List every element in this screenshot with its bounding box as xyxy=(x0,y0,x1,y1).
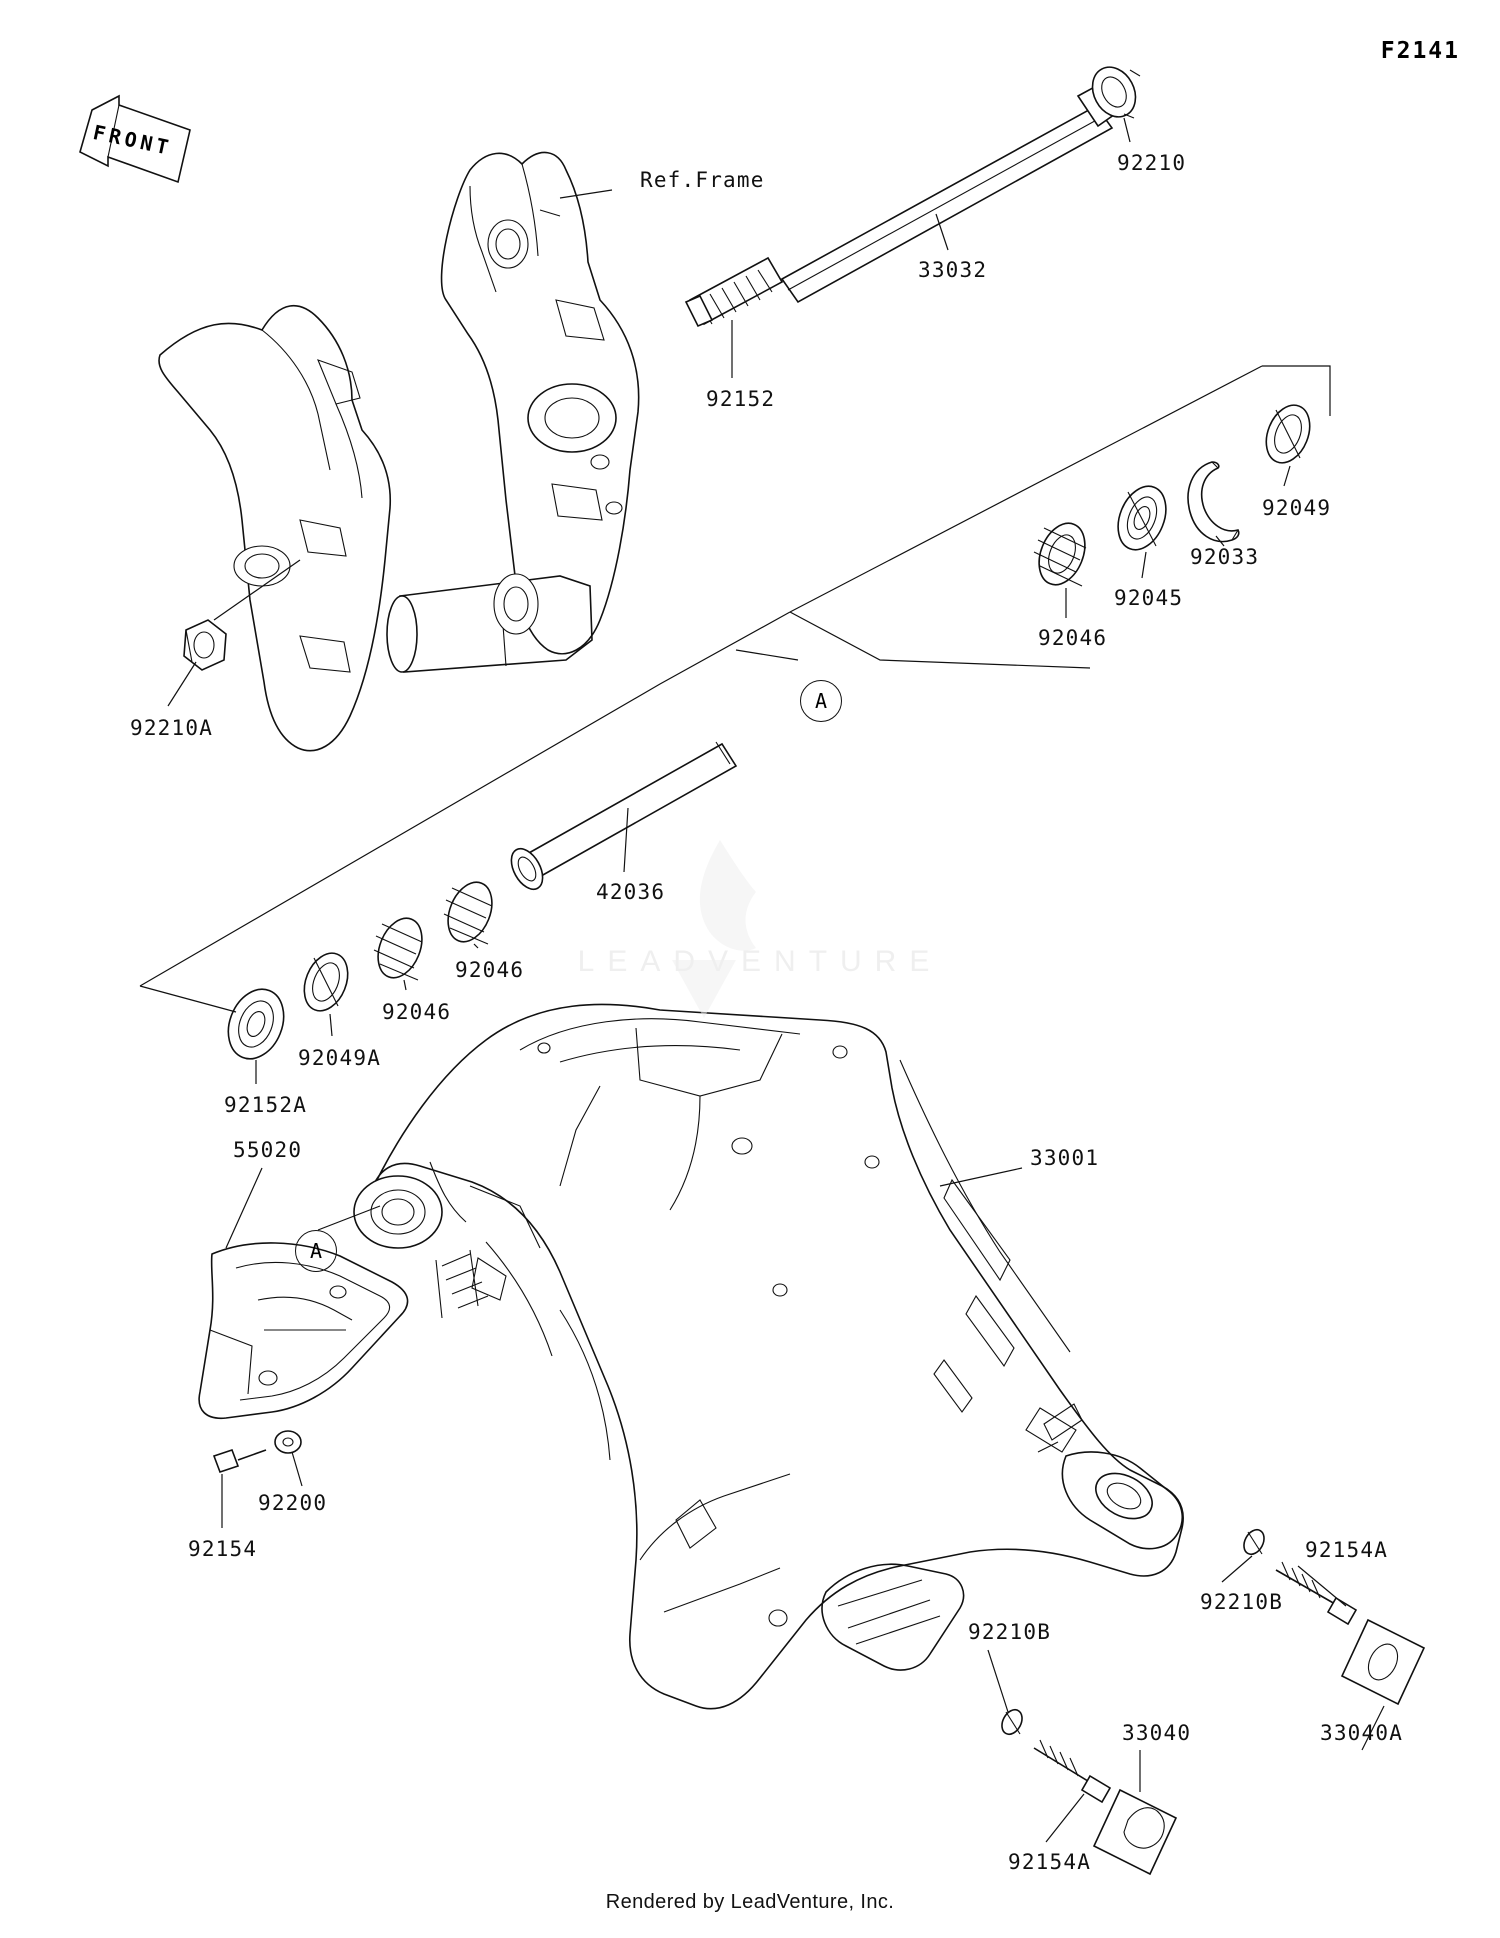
front-badge xyxy=(68,88,188,184)
bracket-left-lower xyxy=(140,986,236,1012)
callout-92049A[interactable]: 92049A xyxy=(298,1046,382,1070)
callout-92152[interactable]: 92152 xyxy=(706,387,776,411)
callout-92210[interactable]: 92210 xyxy=(1117,151,1187,175)
lead-92046-m xyxy=(474,944,478,948)
callout-ref-frame[interactable]: Ref.Frame xyxy=(640,168,765,192)
callout-92154A-right[interactable]: 92154A xyxy=(1305,1538,1389,1562)
callout-92049[interactable]: 92049 xyxy=(1262,496,1332,520)
callout-92045[interactable]: 92045 xyxy=(1114,586,1184,610)
needle-bearing-92046-mid xyxy=(440,876,500,948)
lead-92200 xyxy=(292,1452,302,1486)
nut-92210B-right xyxy=(1240,1526,1268,1557)
callout-92154[interactable]: 92154 xyxy=(188,1537,258,1561)
bearing-92045 xyxy=(1109,479,1175,557)
callout-92046-mid[interactable]: 92046 xyxy=(455,958,525,982)
circlip-92033 xyxy=(1188,462,1239,542)
bolt-92154A-right xyxy=(1276,1562,1356,1624)
callout-92152A[interactable]: 92152A xyxy=(224,1093,308,1117)
chain-adjuster-33040A xyxy=(1342,1620,1424,1704)
needle-bearing-92046-left xyxy=(370,912,430,984)
collar-92152 xyxy=(686,258,782,326)
sleeve-42036 xyxy=(505,742,736,895)
oil-seal-92049 xyxy=(1258,399,1318,470)
lead-ref-frame xyxy=(560,190,612,198)
callout-33032[interactable]: 33032 xyxy=(918,258,988,282)
callout-33001[interactable]: 33001 xyxy=(1030,1146,1100,1170)
bracket-right-diagonal xyxy=(790,366,1262,612)
footer-credit: Rendered by LeadVenture, Inc. xyxy=(605,1891,895,1913)
bolt-92154A-left xyxy=(1034,1740,1110,1802)
lead-92046-l xyxy=(404,980,406,990)
bolt-92154 xyxy=(214,1450,266,1472)
callout-92210B-right[interactable]: 92210B xyxy=(1200,1590,1284,1614)
watermark-text: LEADVENTURE xyxy=(577,945,943,978)
needle-bearing-92046-right xyxy=(1031,516,1094,591)
watermark-mark xyxy=(672,840,756,1018)
lead-92049A xyxy=(330,1014,332,1036)
lead-92045 xyxy=(1142,552,1146,578)
lead-92210 xyxy=(1124,118,1130,142)
callout-42036[interactable]: 42036 xyxy=(596,880,666,904)
callout-92210B-left[interactable]: 92210B xyxy=(968,1620,1052,1644)
chain-adjuster-33040 xyxy=(1094,1790,1176,1874)
nut-92210A xyxy=(184,620,226,670)
lead-92210B-r xyxy=(1222,1556,1252,1582)
figure-code: F2141 xyxy=(1380,38,1460,64)
section-ref-a-bottom[interactable]: A xyxy=(295,1230,337,1272)
lead-92210A xyxy=(168,662,196,706)
callout-55020[interactable]: 55020 xyxy=(233,1138,303,1162)
callout-92046-left[interactable]: 92046 xyxy=(382,1000,452,1024)
callout-92200[interactable]: 92200 xyxy=(258,1491,328,1515)
washer-92200 xyxy=(275,1431,301,1453)
callout-92210A[interactable]: 92210A xyxy=(130,716,214,740)
lead-92049 xyxy=(1284,466,1290,486)
pivot-tube-assembly xyxy=(387,574,592,672)
swingarm-33001 xyxy=(354,1004,1183,1708)
frame-bracket-left xyxy=(159,306,390,751)
callout-33040A[interactable]: 33040A xyxy=(1320,1721,1404,1745)
callout-92033[interactable]: 92033 xyxy=(1190,545,1260,569)
nut-92210B-left xyxy=(998,1706,1026,1737)
lead-ref-A-top xyxy=(736,650,798,660)
front-badge-label: FRONT xyxy=(91,120,175,161)
collar-92152A xyxy=(218,981,293,1067)
lead-92210B-l xyxy=(988,1650,1008,1712)
section-ref-a-top[interactable]: A xyxy=(800,680,842,722)
lead-42036 xyxy=(624,808,628,872)
callout-92046-right[interactable]: 92046 xyxy=(1038,626,1108,650)
lead-92154A-l xyxy=(1046,1794,1084,1842)
chain-guard-55020 xyxy=(199,1243,407,1418)
callout-33040[interactable]: 33040 xyxy=(1122,1721,1192,1745)
oil-seal-92049A xyxy=(296,947,356,1018)
lead-55020 xyxy=(226,1168,262,1248)
chain-detail xyxy=(436,1250,506,1318)
callout-92154A-left[interactable]: 92154A xyxy=(1008,1850,1092,1874)
